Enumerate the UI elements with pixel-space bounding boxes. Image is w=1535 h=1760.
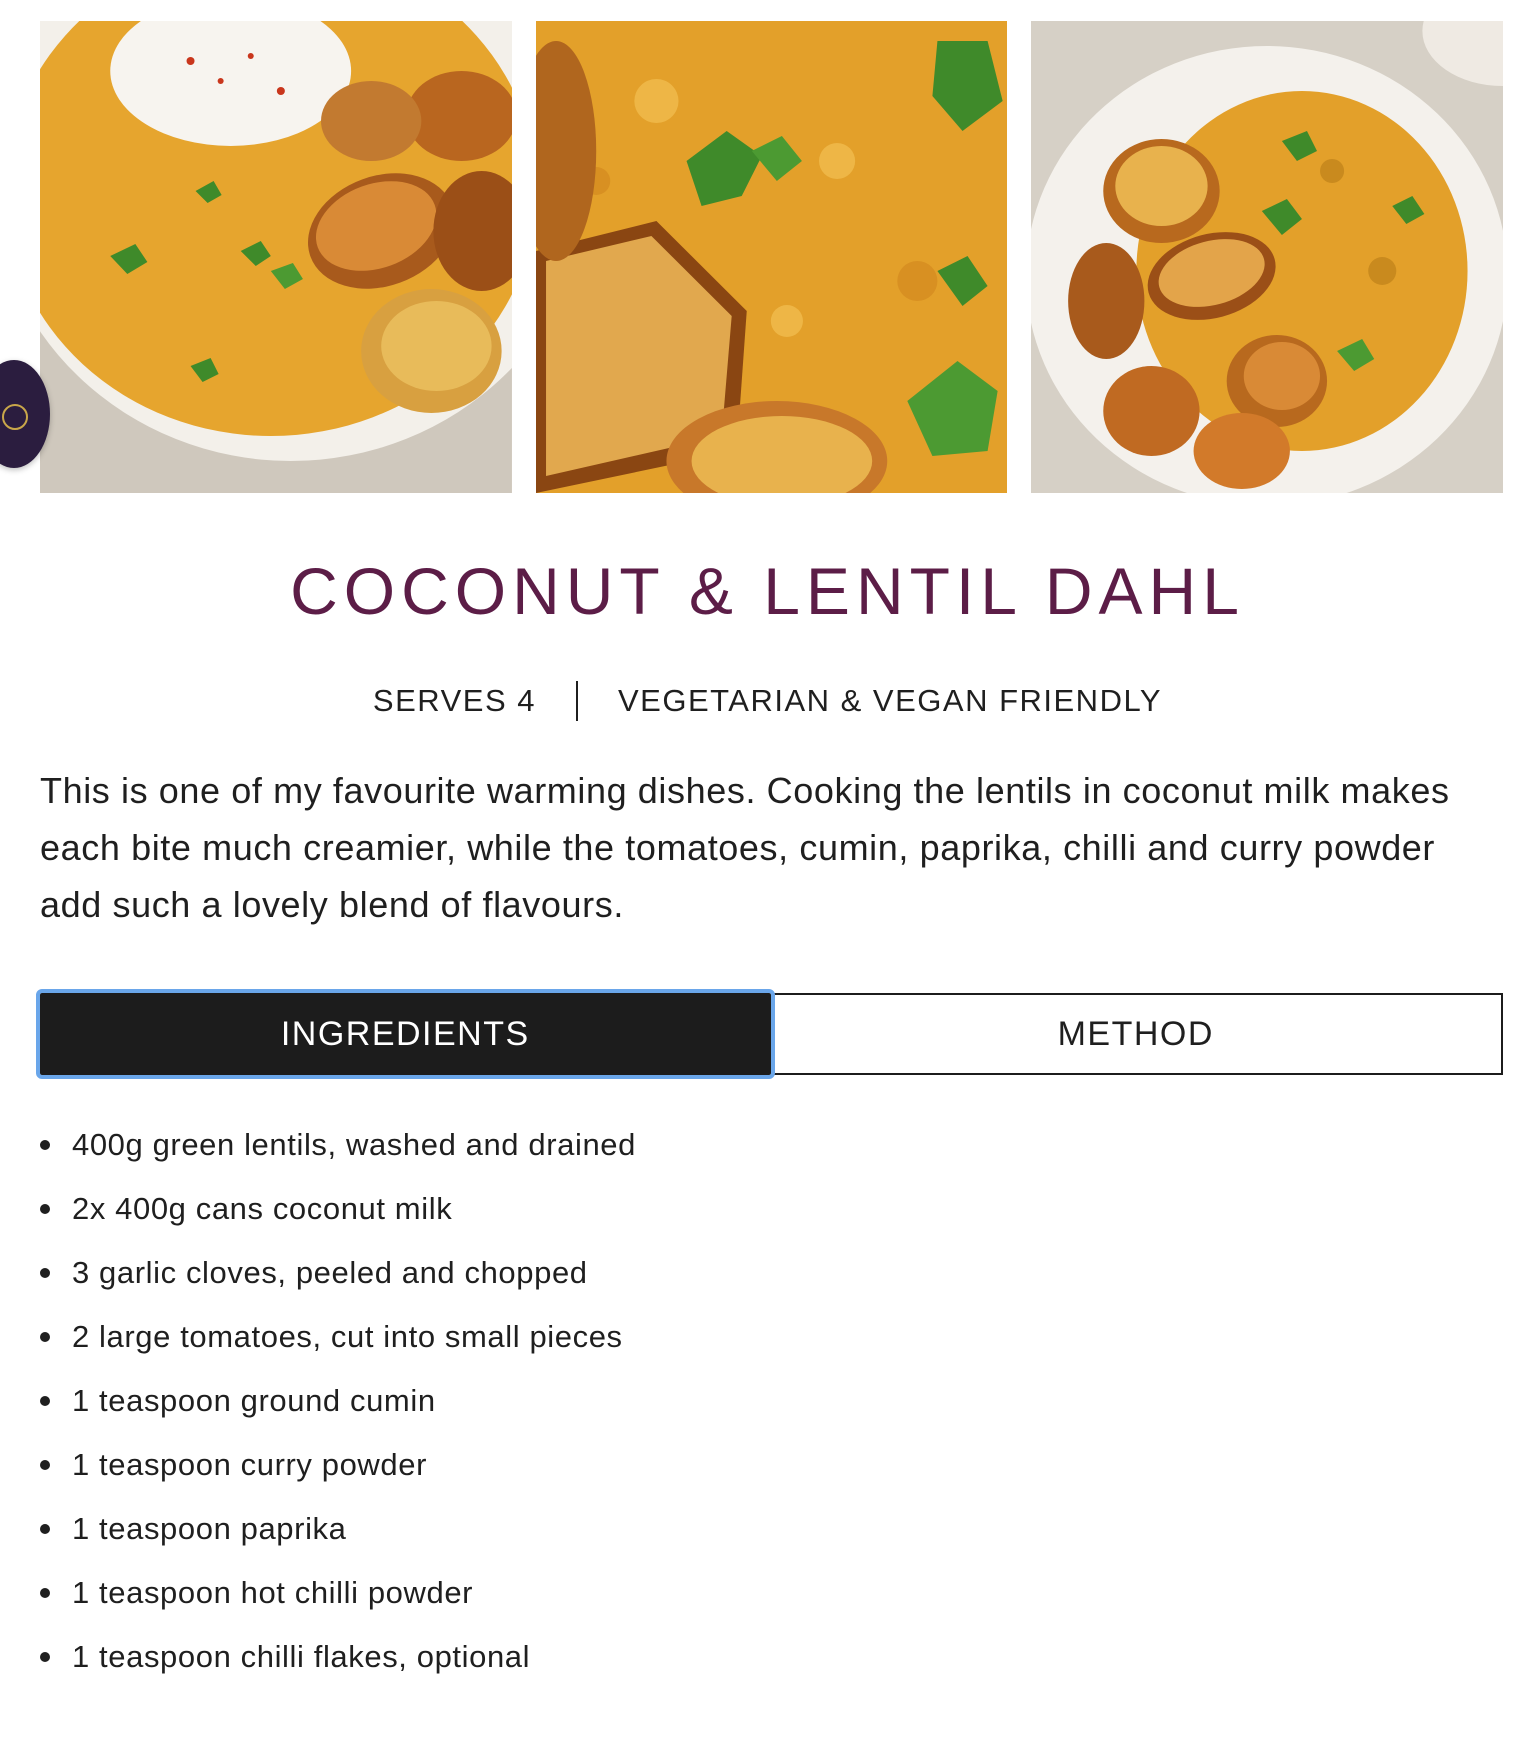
ingredient-text: 1 teaspoon paprika: [72, 1510, 347, 1546]
ingredient-text: 2 large tomatoes, cut into small pieces: [72, 1318, 623, 1354]
list-item: [40, 1433, 1040, 1497]
recipe-photo-2[interactable]: [536, 21, 1008, 493]
ingredient-text: 1 teaspoon hot chilli powder: [72, 1574, 474, 1610]
recipe-meta: [0, 681, 1535, 721]
bullet-icon: [40, 1524, 50, 1534]
list-item: [40, 1497, 1040, 1561]
bullet-icon: [40, 1588, 50, 1598]
recipe-intro: This is one of my favourite warming dishes. Cooking the lentils in coconut milk makes each bite much creamier, while the tomatoes, cumin, paprika, chilli and curry powder add such a lovely blend of flavours.: [40, 770, 1450, 925]
bullet-icon: [40, 1652, 50, 1662]
list-item: [40, 1369, 1040, 1433]
ingredient-text: 1 teaspoon chilli flakes, optional: [72, 1638, 531, 1674]
recipe-title: COCONUT & LENTIL DAHL: [290, 554, 1245, 628]
bullet-icon: [40, 1204, 50, 1214]
ingredient-text: 2x 400g cans coconut milk: [72, 1190, 453, 1226]
tab-ingredients[interactable]: INGREDIENTS: [40, 993, 771, 1075]
recipe-tabs: [40, 993, 1503, 1075]
dahl-bowl-overhead-image: [1031, 21, 1503, 493]
ingredients-list: [40, 1113, 1040, 1689]
bullet-icon: [40, 1332, 50, 1342]
diet-label: VEGETARIAN & VEGAN FRIENDLY: [618, 683, 1163, 718]
list-item: [40, 1561, 1040, 1625]
bullet-icon: [40, 1268, 50, 1278]
ingredient-text: 3 garlic cloves, peeled and chopped: [72, 1254, 588, 1290]
list-item: [40, 1625, 1040, 1689]
serves-label: SERVES 4: [372, 683, 536, 718]
tab-method[interactable]: METHOD: [771, 993, 1504, 1075]
bullet-icon: [40, 1460, 50, 1470]
bullet-icon: [40, 1140, 50, 1150]
dahl-closeup-image: [536, 21, 1008, 493]
ingredient-text: 1 teaspoon ground cumin: [72, 1382, 436, 1418]
ingredient-text: 400g green lentils, washed and drained: [72, 1126, 636, 1162]
circle-badge-icon: [2, 404, 28, 430]
recipe-photo-1[interactable]: [40, 21, 512, 493]
ingredient-text: 1 teaspoon curry powder: [72, 1446, 427, 1482]
list-item: [40, 1241, 1040, 1305]
photo-gallery: [40, 21, 1503, 493]
list-item: [40, 1177, 1040, 1241]
bullet-icon: [40, 1396, 50, 1406]
meta-divider: [576, 681, 578, 721]
dahl-bowl-yogurt-image: [40, 21, 512, 493]
list-item: [40, 1113, 1040, 1177]
list-item: [40, 1305, 1040, 1369]
recipe-photo-3[interactable]: [1031, 21, 1503, 493]
